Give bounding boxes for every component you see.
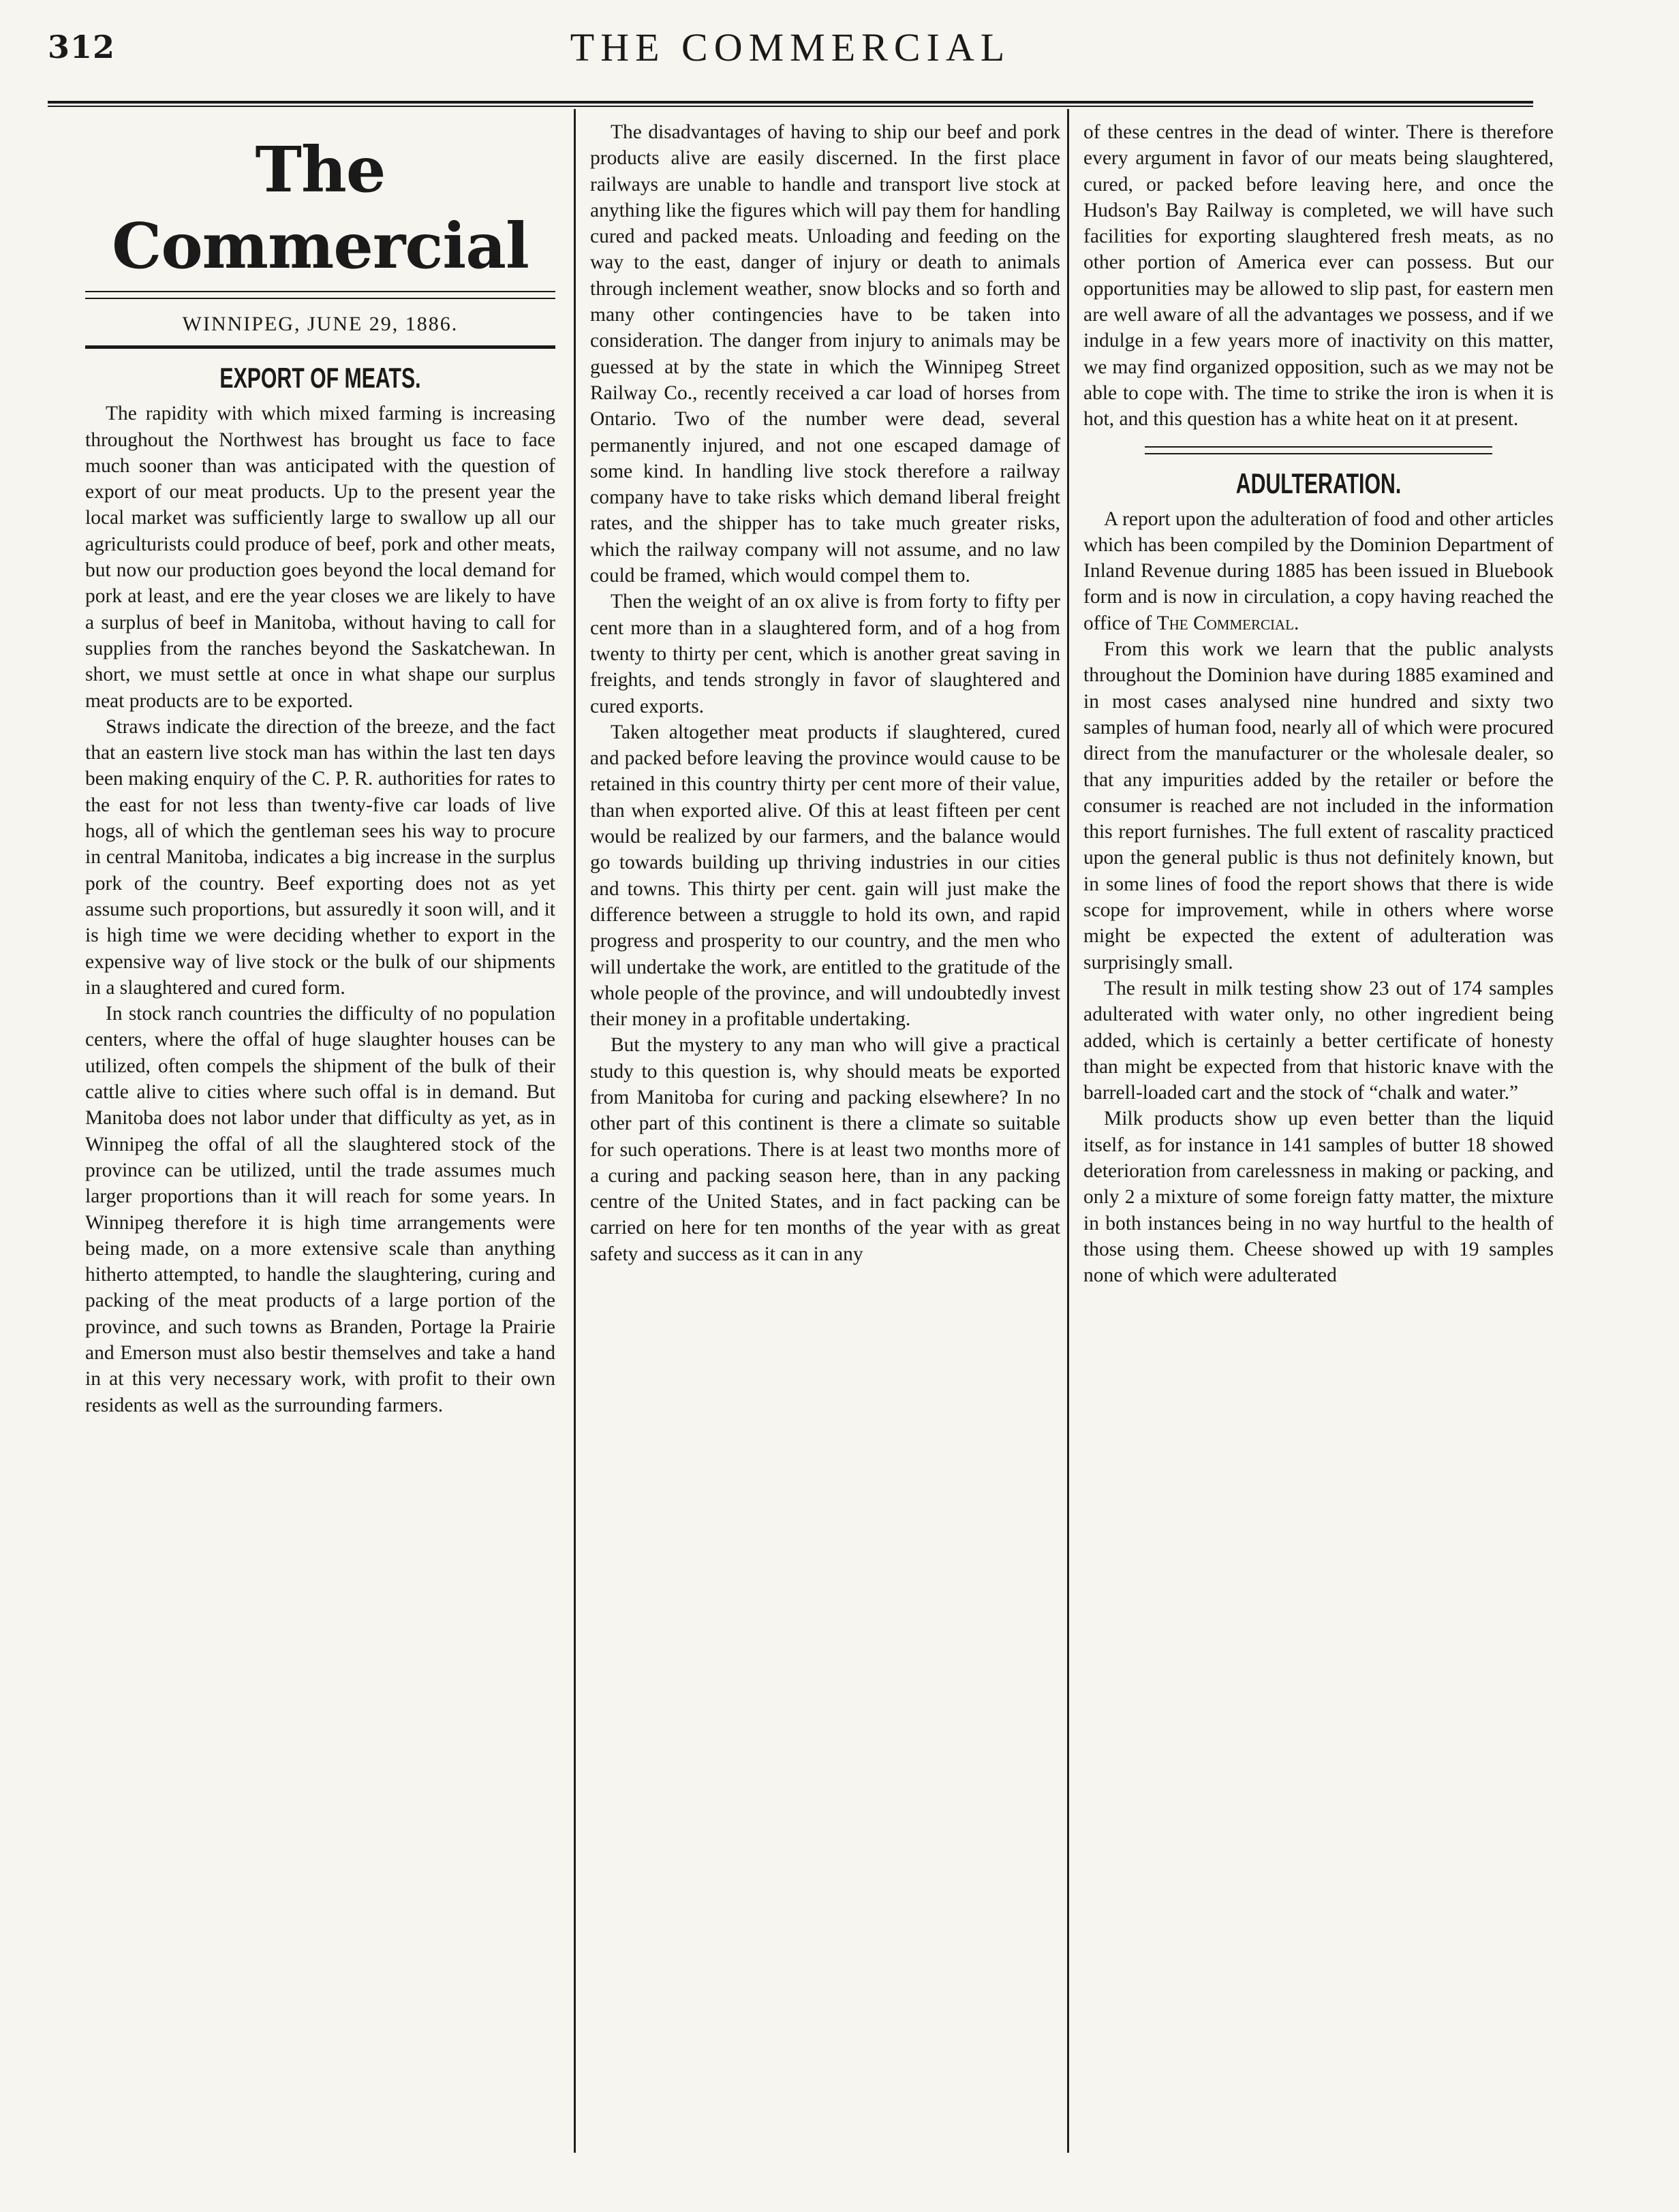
article-paragraph: Taken altogether meat products if slaughtered, cured and packed before leaving the province would cause to be retained in this country thirty per cent more of their value, than when exported alive. Of this at least fifteen per cent would be realized by our farmers, and the balance would go towards building up thriving industries in our cities and towns. This thirty per cent. gain will just make the difference between a struggle to hold its own, and rapid progress and prosperity to our country, and the men who will undertake the work, are entitled to the gratitude of the whole people of the province, and will undoubtedly invest their money in a profitable undertaking. [590,721,1060,1031]
page-number: 312 [48,29,116,65]
column-1 [85,119,555,1418]
column-rule-1 [574,109,576,2153]
dateline-rule [85,345,555,349]
article-paragraph: Milk products show up even better than the liquid itself, as for instance in 141 samples of butter 18 showed deterioration from carelessness in making or packing, and only 2 a mixture of some foreign fatty matter, the mixture in both instances being in no way hurtful to the health of those using them. Cheese showed up with 19 samples none of which were adulterated [1083,1108,1554,1287]
article-paragraph: But the mystery to any man who will give a practical study to this question is, why should meats be exported from Manitoba for curing and packing elsewhere? In no other part of this continent is there a climate so suitable for such operations. There is at least two months more of a curing and packing season here, than in any packing centre of the United States, and in fact packing can be carried on here for ten months of the year with as great safety and success as it can in any [590,1034,1060,1265]
article-paragraph: In stock ranch countries the difficulty of no population centers, where the offal of huge slaughter houses can be utilized, often compels the shipment of the bulk of their cattle alive to cities where such offal is in demand. But Manitoba does not labor under that difficulty as yet, as in Winnipeg the offal of all the slaughtered stock of the province can be utilized, until the trade assumes much larger proportions than it will reach for some years. In Winnipeg therefore it is high time arrangements were being made, on a more extensive scale than anything hitherto attempted, to handle the slaughtering, curing and packing of the meat products of a large portion of the province, and such towns as Branden, Portage la Prairie and Emerson must also bestir themselves and take a hand in at this very necessary work, with profit to their own residents as well as the surrounding farmers. [85,1003,555,1416]
publication-name: The Commercial. [1156,612,1299,634]
article-paragraph: Then the weight of an ox alive is from forty to fifty per cent more than in a slaughtered form, and of a hog from twenty to thirty per cent, which is another great saving in freights, and tends strongly in favor of slaughtered and cured exports. [590,591,1060,717]
column-3 [1083,119,1554,1288]
masthead-title: The Commercial [112,133,529,283]
headline-adulteration: ADULTERATION. [1235,467,1402,499]
header-rule [48,101,1533,107]
article-paragraph: The rapidity with which mixed farming is increasing throughout the Northwest has brought us face to face much sooner than was anticipated with the question of export of our meat products. Up to the present year the local market was sufficiently large to swallow up all our agriculturists could produce of beef, pork and other meats, but now our production goes beyond the local demand for pork at least, and ere the year closes we are likely to have a surplus of beef in Manitoba, without having to call for supplies from the ranches beyond the Saskatchewan. In short, we must settle at once in what shape our surplus meat products are to be exported. [85,403,555,712]
page-header [48,25,1533,86]
article-paragraph: The result in milk testing show 23 out of 174 samples adulterated with water only, no other ingredient being added, which is certainly a better certificate of honesty than might be expected from that historic knave with the barrell-loaded cart and the stock of “chalk and water.” [1083,977,1554,1104]
column-2 [590,119,1060,1267]
masthead-rule [85,291,555,299]
article-separator [1145,446,1492,454]
headline-export-of-meats: EXPORT OF MEATS. [219,362,421,394]
article-paragraph: The disadvantages of having to ship our beef and pork products alive are easily discerned. In the first place railways are unable to handle and transport live stock at anything like the figures which will pay them for handling cured and packed meats. Unloading and feeding on the way to the east, danger of injury or death to animals through inclement weather, snow blocks and so forth and many other contingencies have to be taken into consideration. The danger from injury to animals may be guessed at by the state in which the Winnipeg Street Railway Co., recently received a car load of horses from Ontario. Two of the number were dead, several permanently injured, and not one escaped damage of some kind. In handling live stock therefore a railway company have to take risks which demand liberal freight rates, and the shipper has to take much greater risks, which the railway company will not assume, and no law could be framed, which would compel them to. [590,121,1060,587]
article-paragraph [1083,506,1554,636]
running-title: THE COMMERCIAL [570,25,1011,69]
paragraph-text: A report upon the adulteration of food and other articles which has been compiled by the Dominion Department of Inland Revenue during 1885 has been issued in Bluebook form and is now in circulation, a copy having reached the office of [1083,508,1554,634]
article-paragraph: From this work we learn that the public analysts throughout the Dominion have during 1885 examined and in most cases analysed nine hundred and sixty two samples of human food, nearly all of which were procured direct from the manufacturer or the wholesale dealer, so that any impurities added by the retailer or before the consumer is reached are not included in the information this report furnishes. The full extent of rascality practiced upon the general public is thus not definitely known, but in some lines of food the report shows that there is wide scope for improvement, while in others where worse might be expected the extent of adulteration was surprisingly small. [1083,638,1554,973]
column-rule-2 [1067,109,1069,2153]
article-paragraph: of these centres in the dead of winter. There is therefore every argument in favor of our meats being slaughtered, cured, or packed before leaving here, and once the Hudson's Bay Railway is completed, we will have such facilities for exporting slaughtered fresh meats, as no other portion of America ever can possess. But our opportunities may be allowed to slip past, for eastern men are well aware of all the advantages we possess, and if we indulge in a few years more of inactivity on this matter, we may find organized opposition, such as we may not be able to cope with. The time to strike the iron is when it is hot, and this question has a white heat on it at present. [1083,121,1554,431]
dateline: WINNIPEG, JUNE 29, 1886. [182,313,459,335]
article-paragraph: Straws indicate the direction of the breeze, and the fact that an eastern live stock man has within the last ten days been making enquiry of the C. P. R. authorities for rates to the east for not less than twenty-five car loads of live hogs, all of which the gentleman sees his way to procure in central Manitoba, indicates a big increase in the surplus pork of the country. Beef exporting does not as yet assume such proportions, but assuredly it soon will, and it is high time we were deciding whether to export in the expensive way of live stock or the bulk of our shipments in a slaughtered and cured form. [85,715,555,999]
